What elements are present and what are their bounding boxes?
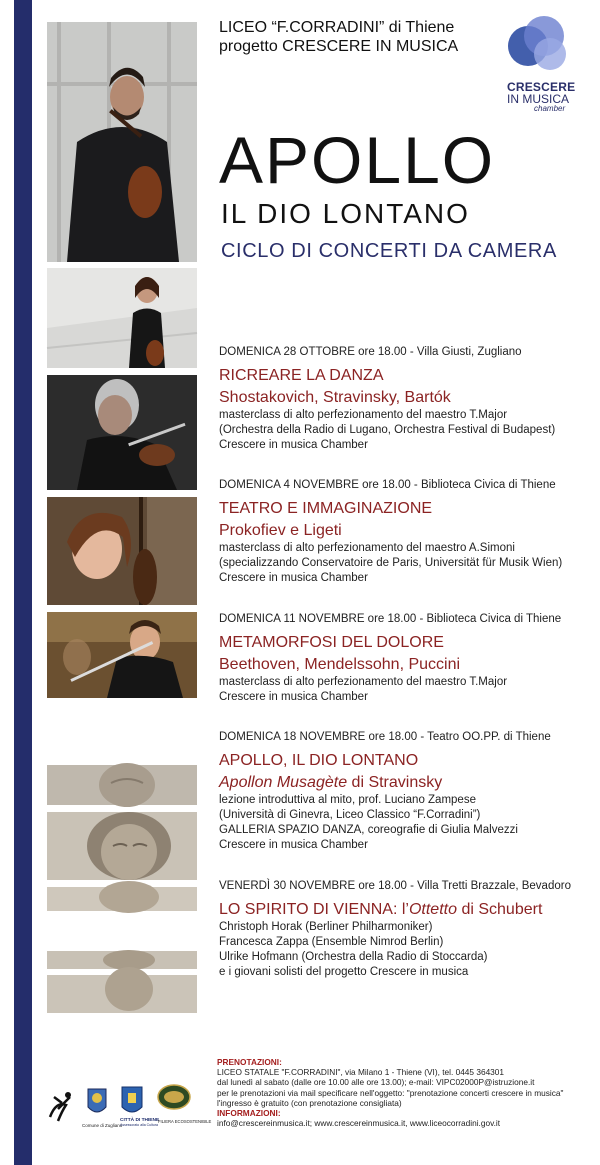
concert-program: Beethoven, Mendelssohn, Puccini <box>219 656 461 673</box>
photo-statue-2 <box>47 812 197 880</box>
concert-line: (specializzando Conservatoire de Paris, Universität für Musik Wien) <box>219 557 563 569</box>
booking-line: l'ingresso è gratuito (con prenotazione consigliata) <box>217 1097 402 1108</box>
program-italic: Apollon Musagète <box>219 774 348 791</box>
concert-5 <box>219 879 589 980</box>
concert-line: Crescere in musica Chamber <box>219 691 368 703</box>
concert-line: Crescere in musica Chamber <box>219 839 368 851</box>
filiera-label: FILIERA ECOSOSTENIBILE <box>158 1119 212 1124</box>
concert-date: DOMENICA 28 OTTOBRE ore 18.00 - Villa Giusti, Zugliano <box>219 346 522 358</box>
concert-1 <box>219 345 589 453</box>
photo-flutist <box>47 612 197 698</box>
info-heading: INFORMAZIONI: <box>217 1108 281 1119</box>
concert-title: TEATRO E IMMAGINAZIONE <box>219 500 433 517</box>
photo-statue-1 <box>47 765 197 805</box>
main-subtitle: IL DIO LONTANO <box>221 198 470 229</box>
concert-date: VENERDÌ 30 NOVEMBRE ore 18.00 - Villa Tretti Brazzale, Bevadoro <box>219 880 571 892</box>
title-pre: LO SPIRITO DI VIENNA: l’ <box>219 901 409 918</box>
booking-heading: PRENOTAZIONI: <box>217 1057 282 1067</box>
booking-line: per le prenotazioni via mail specificare nell'oggetto: "prenotazione concerti crescere in musica" <box>217 1087 564 1098</box>
concert-line: lezione introduttiva al mito, prof. Luciano Zampese <box>219 794 476 806</box>
thiene-sublabel: Assessorato alla Cultura <box>120 1123 158 1127</box>
info-line: info@crescereinmusica.it; www.crescereinmusica.it, www.liceocorradini.gov.it <box>217 1118 501 1129</box>
cycle-heading: CICLO DI CONCERTI DA CAMERA <box>221 240 557 262</box>
title-post: di Schubert <box>457 901 543 918</box>
navy-stripe <box>14 0 32 1165</box>
concert-2 <box>219 478 589 586</box>
photo-cellist-woman <box>47 497 197 605</box>
filiera-logo-icon <box>158 1085 190 1109</box>
thiene-crest-icon <box>122 1087 142 1112</box>
sponsor-logos <box>44 1081 212 1131</box>
concert-program: Prokofiev e Ligeti <box>219 522 342 539</box>
left-border-bar <box>0 0 32 1165</box>
dancer-logo-icon <box>50 1092 71 1121</box>
concert-line: Crescere in musica Chamber <box>219 439 368 451</box>
zugliano-crest-icon <box>88 1089 106 1112</box>
crescere-logo <box>498 10 578 113</box>
title-italic: Ottetto <box>408 901 457 918</box>
concert-line: (Università di Ginevra, Liceo Classico “F.Corradini”) <box>219 809 481 821</box>
concert-line: (Orchestra della Radio di Lugano, Orchestra Festival di Budapest) <box>219 424 556 436</box>
concert-title <box>219 900 589 920</box>
concert-line: masterclass di alto perfezionamento del maestro A.Simoni <box>219 542 515 554</box>
photo-violinist-woman <box>47 268 197 368</box>
concert-title: APOLLO, IL DIO LONTANO <box>219 752 419 769</box>
photo-statue-5 <box>47 975 197 1013</box>
concert-date: DOMENICA 18 NOVEMBRE ore 18.00 - Teatro OO.PP. di Thiene <box>219 731 551 743</box>
concert-date: DOMENICA 4 NOVEMBRE ore 18.00 - Biblioteca Civica di Thiene <box>219 479 556 491</box>
booking-line: dal lunedì al sabato (dalle ore 10.00 alle ore 13.00); e-mail: VIPC02000P@istruzione.it <box>217 1077 535 1088</box>
logo-text-1: CRESCERE <box>507 80 576 94</box>
organizer-header <box>219 18 458 56</box>
concert-line: GALLERIA SPAZIO DANZA, coreografie di Giulia Malvezzi <box>219 824 518 836</box>
concert-program: Shostakovich, Stravinsky, Bartók <box>219 389 451 406</box>
photo-statue-4 <box>47 951 197 969</box>
photo-older-violinist <box>47 375 197 490</box>
thiene-label: CITTÀ DI THIENE <box>120 1118 160 1123</box>
logo-text-3: chamber <box>534 104 566 113</box>
zugliano-label: Comune di Zugliano <box>82 1123 123 1128</box>
concert-4 <box>219 730 589 853</box>
concert-title: METAMORFOSI DEL DOLORE <box>219 634 444 651</box>
concert-line: Ulrike Hofmann (Orchestra della Radio di Stoccarda) <box>219 951 488 963</box>
concert-title: RICREARE LA DANZA <box>219 367 384 384</box>
booking-line: LICEO STATALE "F.CORRADINI", via Milano 1 - Thiene (VI), tel. 0445 364301 <box>217 1067 505 1078</box>
photo-statue-3 <box>47 887 197 911</box>
concert-line: e i giovani solisti del progetto Crescere in musica <box>219 966 469 978</box>
concert-line: Crescere in musica Chamber <box>219 572 368 584</box>
main-title: APOLLO <box>219 123 496 197</box>
logo-circles-icon <box>498 10 578 80</box>
organizer-line-1: LICEO “F.CORRADINI” di Thiene <box>219 19 455 36</box>
concert-3 <box>219 612 589 705</box>
logo-text-2: IN MUSICA <box>507 92 570 106</box>
concert-line: Francesca Zappa (Ensemble Nimrod Berlin) <box>219 936 444 948</box>
concert-line: masterclass di alto perfezionamento del maestro T.Major <box>219 676 508 688</box>
booking-info <box>217 1057 592 1128</box>
concert-date: DOMENICA 11 NOVEMBRE ore 18.00 - Biblioteca Civica di Thiene <box>219 613 562 625</box>
concert-line: Christoph Horak (Berliner Philharmoniker) <box>219 921 433 933</box>
photo-violinist-man <box>47 22 197 262</box>
organizer-line-2: progetto CRESCERE IN MUSICA <box>219 38 459 55</box>
program-rest: di Stravinsky <box>347 774 443 791</box>
concert-line: masterclass di alto perfezionamento del maestro T.Major <box>219 409 508 421</box>
concert-program <box>219 773 589 793</box>
